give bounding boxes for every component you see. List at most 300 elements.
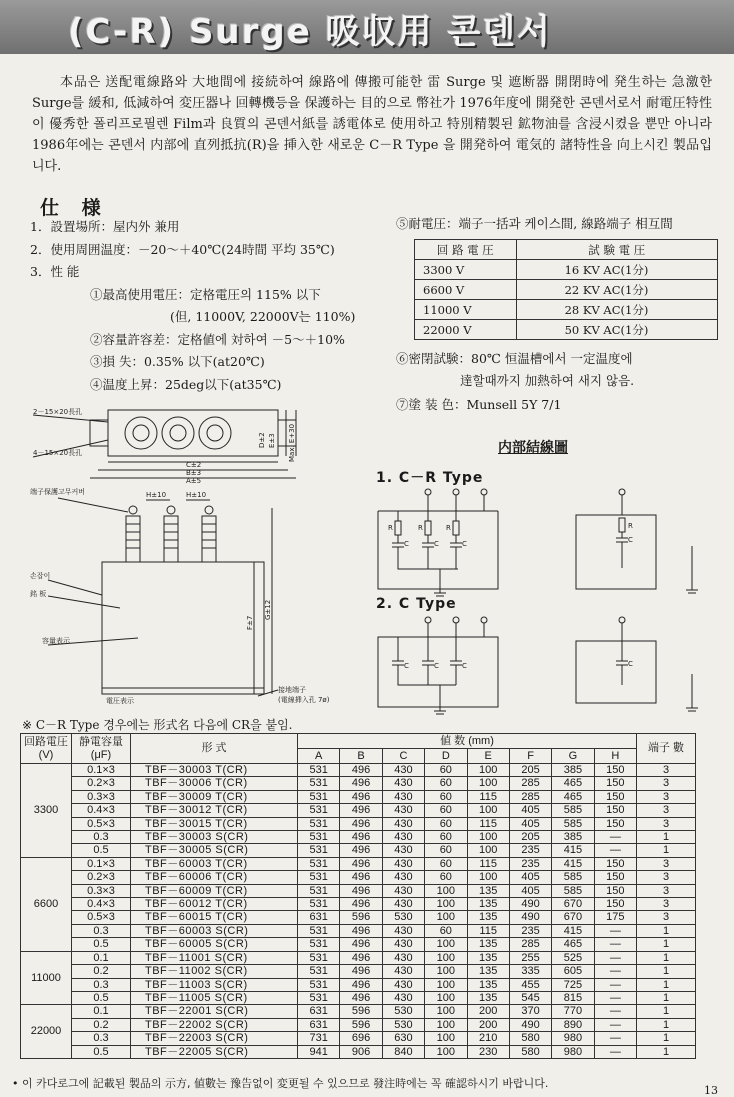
dim-cell: 580 bbox=[509, 1045, 551, 1058]
table-row bbox=[21, 777, 696, 790]
dim-cell: 385 bbox=[552, 831, 594, 844]
type-cell: TBF－60009 T(CR) bbox=[131, 884, 298, 897]
table-row bbox=[21, 951, 696, 964]
capacity-cell: 0.4×3 bbox=[72, 898, 131, 911]
c-type-label: 2. C Type bbox=[376, 596, 457, 612]
th-col: E bbox=[467, 749, 509, 764]
table-row bbox=[21, 884, 696, 897]
dim-cell: 580 bbox=[509, 1032, 551, 1045]
dim-cell: 596 bbox=[340, 1018, 382, 1031]
dim-cell: — bbox=[594, 924, 636, 937]
dim-cell: 100 bbox=[425, 1018, 467, 1031]
terminal-cell: 1 bbox=[637, 951, 696, 964]
dim-cell: 906 bbox=[340, 1045, 382, 1058]
vt-row bbox=[415, 280, 718, 300]
dim-cell: 496 bbox=[340, 978, 382, 991]
perf-item: ④温度上昇：25deg以下(at35℃) bbox=[90, 376, 282, 392]
vt-row bbox=[415, 300, 718, 320]
table-row bbox=[21, 804, 696, 817]
dim-c: C±2 bbox=[186, 461, 202, 469]
dim-cell: 60 bbox=[425, 871, 467, 884]
voltage-cell: 11000 bbox=[21, 951, 72, 1005]
dim-cell: 631 bbox=[298, 911, 340, 924]
dim-max: Max. E+30 bbox=[288, 423, 296, 462]
dim-cell: — bbox=[594, 1018, 636, 1031]
terminal-cell: 3 bbox=[637, 817, 696, 830]
type-cell: TBF－22002 S(CR) bbox=[131, 1018, 298, 1031]
cr-type-diagram bbox=[370, 486, 720, 600]
table-row bbox=[21, 938, 696, 951]
dim-cell: 531 bbox=[298, 817, 340, 830]
dim-cell: 430 bbox=[382, 804, 424, 817]
vt-cell: 28 KV AC(1分) bbox=[516, 300, 717, 320]
dim-cell: 135 bbox=[467, 965, 509, 978]
dim-cell: 531 bbox=[298, 857, 340, 870]
dim-cell: 496 bbox=[340, 804, 382, 817]
dim-cell: 731 bbox=[298, 1032, 340, 1045]
dim-cell: 490 bbox=[509, 911, 551, 924]
dim-cell: 100 bbox=[467, 777, 509, 790]
terminal-cell: 1 bbox=[637, 938, 696, 951]
vt-cell: 50 KV AC(1分) bbox=[516, 320, 717, 340]
dim-cell: 100 bbox=[425, 938, 467, 951]
table-row bbox=[21, 1005, 696, 1018]
table-row bbox=[21, 924, 696, 937]
capacity-cell: 0.2 bbox=[72, 1018, 131, 1031]
dim-cell: 496 bbox=[340, 844, 382, 857]
type-cell: TBF－22005 S(CR) bbox=[131, 1045, 298, 1058]
dim-cell: 531 bbox=[298, 938, 340, 951]
dim-f: F±7 bbox=[246, 615, 254, 630]
label-cover: 端子保護고무커버 bbox=[30, 488, 86, 496]
dim-cell: 60 bbox=[425, 804, 467, 817]
dim-cell: 150 bbox=[594, 898, 636, 911]
table-row bbox=[21, 898, 696, 911]
type-cell: TBF－30005 S(CR) bbox=[131, 844, 298, 857]
dim-cell: — bbox=[594, 1005, 636, 1018]
dim-cell: 100 bbox=[425, 951, 467, 964]
svg-text:C: C bbox=[434, 540, 439, 548]
vt-row bbox=[415, 320, 718, 340]
dim-cell: 430 bbox=[382, 764, 424, 777]
svg-text:C: C bbox=[628, 536, 633, 544]
withstand-text: ⑤耐電圧：端子一括과 케이스間, 線路端子 相互間 bbox=[396, 216, 673, 231]
outline-drawing bbox=[28, 400, 348, 710]
dim-cell: 405 bbox=[509, 884, 551, 897]
svg-text:R: R bbox=[388, 524, 393, 532]
label-ground: 接地端子 bbox=[278, 686, 306, 694]
type-cell: TBF－60006 T(CR) bbox=[131, 871, 298, 884]
capacity-cell: 0.5 bbox=[72, 938, 131, 951]
dim-cell: 135 bbox=[467, 951, 509, 964]
vt-cell: 22 KV AC(1分) bbox=[516, 280, 717, 300]
dim-cell: 430 bbox=[382, 924, 424, 937]
voltage-cell: 22000 bbox=[21, 1005, 72, 1059]
dim-cell: 531 bbox=[298, 831, 340, 844]
dim-cell: 531 bbox=[298, 764, 340, 777]
dim-cell: 235 bbox=[509, 924, 551, 937]
dim-cell: 115 bbox=[467, 857, 509, 870]
dim-cell: 115 bbox=[467, 790, 509, 803]
dim-cell: 585 bbox=[552, 817, 594, 830]
dim-cell: 415 bbox=[552, 924, 594, 937]
voltage-table bbox=[414, 239, 718, 340]
dim-cell: 430 bbox=[382, 884, 424, 897]
spec-item: 3．性 能 bbox=[30, 264, 80, 279]
dim-h1: H±10 bbox=[146, 491, 167, 499]
cr-note: ※ C－R Type 경우에는 形式名 다음에 CR을 붙임. bbox=[22, 718, 293, 732]
capacity-cell: 0.5 bbox=[72, 991, 131, 1004]
dim-cell: 531 bbox=[298, 978, 340, 991]
table-row bbox=[21, 1032, 696, 1045]
dim-cell: 725 bbox=[552, 978, 594, 991]
table-row bbox=[21, 1018, 696, 1031]
vt-row bbox=[415, 260, 718, 280]
terminal-cell: 1 bbox=[637, 924, 696, 937]
th-col: D bbox=[425, 749, 467, 764]
dim-cell: 100 bbox=[425, 1005, 467, 1018]
type-cell: TBF－30003 T(CR) bbox=[131, 764, 298, 777]
perf-item: ③損 失：0.35% 以下(at20℃) bbox=[90, 354, 265, 369]
hole-label-1: 2－15×20長孔 bbox=[33, 408, 83, 416]
dim-cell: 496 bbox=[340, 871, 382, 884]
dim-cell: 370 bbox=[509, 1005, 551, 1018]
dim-cell: 415 bbox=[552, 857, 594, 870]
terminal-cell: 3 bbox=[637, 790, 696, 803]
dim-cell: 941 bbox=[298, 1045, 340, 1058]
dim-cell: — bbox=[594, 991, 636, 1004]
dim-cell: 430 bbox=[382, 844, 424, 857]
dim-cell: 385 bbox=[552, 764, 594, 777]
type-cell: TBF－11002 S(CR) bbox=[131, 965, 298, 978]
type-cell: TBF－60012 T(CR) bbox=[131, 898, 298, 911]
dim-cell: 200 bbox=[467, 1005, 509, 1018]
dim-cell: 255 bbox=[509, 951, 551, 964]
dim-cell: — bbox=[594, 831, 636, 844]
type-cell: TBF－22003 S(CR) bbox=[131, 1032, 298, 1045]
dim-cell: 496 bbox=[340, 857, 382, 870]
dim-cell: 210 bbox=[467, 1032, 509, 1045]
capacity-cell: 0.2 bbox=[72, 965, 131, 978]
table-row bbox=[21, 790, 696, 803]
type-cell: TBF－30015 T(CR) bbox=[131, 817, 298, 830]
dim-cell: 150 bbox=[594, 777, 636, 790]
dim-cell: 596 bbox=[340, 1005, 382, 1018]
dim-cell: 100 bbox=[467, 764, 509, 777]
spec-item: 1．設置場所：屋内外 兼用 bbox=[30, 219, 180, 234]
dim-cell: 100 bbox=[467, 871, 509, 884]
perf-item: (但, 11000V, 22000V는 110%) bbox=[170, 309, 356, 324]
terminal-cell: 1 bbox=[637, 831, 696, 844]
table-row bbox=[21, 831, 696, 844]
terminal-cell: 3 bbox=[637, 898, 696, 911]
capacity-cell: 0.3 bbox=[72, 924, 131, 937]
wiring-heading: 内部結線圖 bbox=[498, 440, 568, 456]
dim-cell: 430 bbox=[382, 965, 424, 978]
dim-cell: 840 bbox=[382, 1045, 424, 1058]
table-row bbox=[21, 1045, 696, 1058]
dim-cell: 135 bbox=[467, 911, 509, 924]
terminal-cell: 1 bbox=[637, 965, 696, 978]
th-col: G bbox=[552, 749, 594, 764]
dim-cell: 531 bbox=[298, 777, 340, 790]
dim-cell: 465 bbox=[552, 790, 594, 803]
type-cell: TBF－30006 T(CR) bbox=[131, 777, 298, 790]
terminal-cell: 1 bbox=[637, 844, 696, 857]
dim-cell: 430 bbox=[382, 991, 424, 1004]
terminal-cell: 1 bbox=[637, 1018, 696, 1031]
dim-cell: 496 bbox=[340, 790, 382, 803]
dim-cell: 430 bbox=[382, 898, 424, 911]
dim-cell: 545 bbox=[509, 991, 551, 1004]
dim-cell: 596 bbox=[340, 911, 382, 924]
dim-cell: 60 bbox=[425, 790, 467, 803]
intro-text: 本品은 送配電線路와 大地間에 接続하여 線路에 傳搬可能한 雷 Surge 및 遮断器 開閉時에 発生하는 急激한 Surge를 緩和, 低減하여 変圧器나 回轉機등을 保護하는 目的으로 幣社가 1976年度에 開発한 콘덴서로서 耐電圧特性이 優秀한 폴리프로필렌 Film과 良質의 콘덴서紙를 誘電体로 使用하고 特別精製된 鉱物油를 含浸시켰을 뿐만 아니라 1986年에는 콘덴서 内部에 直列抵抗(R)을 挿入한 새로운 C－R Type 을 開発하여 電気的 諸特性을 向上시킨 製品입니다. bbox=[32, 75, 712, 174]
type-cell: TBF－60003 T(CR) bbox=[131, 857, 298, 870]
dim-cell: 60 bbox=[425, 777, 467, 790]
voltage-cell: 3300 bbox=[21, 764, 72, 858]
dim-cell: 531 bbox=[298, 844, 340, 857]
svg-text:R: R bbox=[446, 524, 451, 532]
terminal-cell: 1 bbox=[637, 991, 696, 1004]
dim-cell: 430 bbox=[382, 978, 424, 991]
dim-cell: 531 bbox=[298, 924, 340, 937]
capacity-cell: 0.2×3 bbox=[72, 777, 131, 790]
svg-text:R: R bbox=[628, 522, 633, 530]
dim-cell: 430 bbox=[382, 951, 424, 964]
svg-text:C: C bbox=[462, 540, 467, 548]
dim-cell: 115 bbox=[467, 924, 509, 937]
dim-cell: 405 bbox=[509, 804, 551, 817]
dim-cell: 465 bbox=[552, 777, 594, 790]
dim-cell: 496 bbox=[340, 898, 382, 911]
capacity-cell: 0.1×3 bbox=[72, 764, 131, 777]
vt-cell: 11000 V bbox=[415, 300, 517, 320]
type-cell: TBF－30009 T(CR) bbox=[131, 790, 298, 803]
svg-text:C: C bbox=[404, 540, 409, 548]
dim-cell: 530 bbox=[382, 911, 424, 924]
dim-cell: — bbox=[594, 1045, 636, 1058]
vt-header: 回 路 電 圧 bbox=[415, 240, 517, 260]
hole-label-2: 4－15×20長孔 bbox=[33, 449, 83, 457]
dim-cell: 60 bbox=[425, 844, 467, 857]
seal-text-2: 達할때까지 加熱하여 새지 않음. bbox=[460, 373, 635, 388]
dim-cell: 335 bbox=[509, 965, 551, 978]
type-cell: TBF－60003 S(CR) bbox=[131, 924, 298, 937]
dim-cell: 490 bbox=[509, 1018, 551, 1031]
terminal-cell: 3 bbox=[637, 777, 696, 790]
dim-cell: 205 bbox=[509, 764, 551, 777]
dim-cell: 100 bbox=[425, 898, 467, 911]
dim-cell: 670 bbox=[552, 898, 594, 911]
label-voltage: 電圧表示 bbox=[106, 697, 134, 705]
dim-cell: 100 bbox=[425, 978, 467, 991]
type-cell: TBF－30003 S(CR) bbox=[131, 831, 298, 844]
dim-cell: 205 bbox=[509, 831, 551, 844]
dim-cell: 490 bbox=[509, 898, 551, 911]
th-mm: (mm) bbox=[468, 734, 494, 747]
vt-header: 試 験 電 圧 bbox=[516, 240, 717, 260]
dim-cell: 530 bbox=[382, 1005, 424, 1018]
terminal-cell: 1 bbox=[637, 1005, 696, 1018]
dim-cell: 496 bbox=[340, 951, 382, 964]
dim-cell: 135 bbox=[467, 898, 509, 911]
dim-cell: — bbox=[594, 951, 636, 964]
dim-cell: 135 bbox=[467, 991, 509, 1004]
dim-cell: 496 bbox=[340, 965, 382, 978]
capacity-cell: 0.3×3 bbox=[72, 790, 131, 803]
dim-cell: 531 bbox=[298, 951, 340, 964]
dim-cell: 631 bbox=[298, 1005, 340, 1018]
dim-cell: 631 bbox=[298, 1018, 340, 1031]
dim-cell: 496 bbox=[340, 991, 382, 1004]
dim-cell: — bbox=[594, 844, 636, 857]
dim-cell: 430 bbox=[382, 790, 424, 803]
th-col: H bbox=[594, 749, 636, 764]
th-cap-text: 静電容量 bbox=[79, 735, 123, 748]
spec-table-body bbox=[21, 764, 696, 1059]
dim-cell: 696 bbox=[340, 1032, 382, 1045]
dim-cell: 531 bbox=[298, 871, 340, 884]
capacity-cell: 0.3 bbox=[72, 978, 131, 991]
th-type: 形 式 bbox=[131, 734, 298, 764]
terminal-cell: 3 bbox=[637, 804, 696, 817]
type-cell: TBF－11003 S(CR) bbox=[131, 978, 298, 991]
dim-cell: 670 bbox=[552, 911, 594, 924]
dim-cell: 496 bbox=[340, 938, 382, 951]
dim-b: B±3 bbox=[186, 469, 202, 477]
dim-cell: 605 bbox=[552, 965, 594, 978]
table-row bbox=[21, 911, 696, 924]
dim-cell: 100 bbox=[467, 844, 509, 857]
dim-cell: 531 bbox=[298, 790, 340, 803]
dim-cell: 531 bbox=[298, 965, 340, 978]
dim-cell: 585 bbox=[552, 884, 594, 897]
dim-cell: 100 bbox=[467, 804, 509, 817]
terminal-cell: 1 bbox=[637, 978, 696, 991]
th-col: F bbox=[509, 749, 551, 764]
svg-text:C: C bbox=[628, 660, 633, 668]
dim-cell: 150 bbox=[594, 884, 636, 897]
dim-cell: 585 bbox=[552, 871, 594, 884]
capacity-cell: 0.5 bbox=[72, 1045, 131, 1058]
table-row bbox=[21, 978, 696, 991]
th-voltage-text: 回路電圧 bbox=[24, 735, 68, 748]
th-col: A bbox=[298, 749, 340, 764]
vt-cell: 6600 V bbox=[415, 280, 517, 300]
label-nameplate: 銘 板 bbox=[30, 590, 47, 598]
dim-h2: H±10 bbox=[186, 491, 207, 499]
dim-cell: 150 bbox=[594, 804, 636, 817]
footer-note: • 이 카다로그에 記載된 製品의 示方, 値數는 豫告없이 変更될 수 있으므로 發注時에는 꼭 確認하시기 바랍니다. bbox=[12, 1077, 549, 1090]
table-row bbox=[21, 764, 696, 777]
dim-cell: 100 bbox=[425, 965, 467, 978]
dim-cell: 525 bbox=[552, 951, 594, 964]
dim-cell: 430 bbox=[382, 871, 424, 884]
table-row bbox=[21, 844, 696, 857]
dim-cell: 100 bbox=[425, 1045, 467, 1058]
dim-cell: 496 bbox=[340, 777, 382, 790]
table-row bbox=[21, 871, 696, 884]
type-cell: TBF－11005 S(CR) bbox=[131, 991, 298, 1004]
spec-item: 2．使用周囲温度：－20～＋40℃(24時間 平均 35℃) bbox=[30, 241, 335, 257]
dim-cell: 430 bbox=[382, 938, 424, 951]
table-row bbox=[21, 857, 696, 870]
capacity-cell: 0.4×3 bbox=[72, 804, 131, 817]
dim-cell: — bbox=[594, 965, 636, 978]
svg-text:C: C bbox=[462, 662, 467, 670]
dim-cell: 150 bbox=[594, 871, 636, 884]
vt-cell: 3300 V bbox=[415, 260, 517, 280]
spec-list bbox=[30, 216, 390, 396]
cr-type-label: 1. C－R Type bbox=[376, 470, 484, 486]
capacity-cell: 0.3×3 bbox=[72, 884, 131, 897]
dim-cell: 100 bbox=[425, 991, 467, 1004]
svg-text:C: C bbox=[404, 662, 409, 670]
terminal-cell: 1 bbox=[637, 1032, 696, 1045]
type-cell: TBF－60015 T(CR) bbox=[131, 911, 298, 924]
dim-a: A±5 bbox=[186, 477, 202, 485]
terminal-cell: 3 bbox=[637, 871, 696, 884]
dim-cell: 496 bbox=[340, 817, 382, 830]
voltage-cell: 6600 bbox=[21, 857, 72, 951]
dim-cell: 455 bbox=[509, 978, 551, 991]
dim-cell: 135 bbox=[467, 978, 509, 991]
dim-cell: 496 bbox=[340, 764, 382, 777]
dim-cell: 430 bbox=[382, 817, 424, 830]
dim-cell: 770 bbox=[552, 1005, 594, 1018]
dim-cell: 531 bbox=[298, 884, 340, 897]
dim-cell: — bbox=[594, 1032, 636, 1045]
dim-cell: 150 bbox=[594, 857, 636, 870]
dim-cell: 100 bbox=[425, 884, 467, 897]
dim-e: E±3 bbox=[268, 433, 276, 448]
spec-heading: 仕 様 bbox=[40, 197, 109, 219]
dim-cell: 150 bbox=[594, 764, 636, 777]
dim-cell: 531 bbox=[298, 898, 340, 911]
capacity-cell: 0.5×3 bbox=[72, 911, 131, 924]
svg-text:C: C bbox=[434, 662, 439, 670]
terminal-cell: 1 bbox=[637, 1045, 696, 1058]
dim-cell: 235 bbox=[509, 857, 551, 870]
th-voltage-unit: (V) bbox=[38, 748, 54, 761]
dim-cell: 980 bbox=[552, 1032, 594, 1045]
dim-cell: 100 bbox=[425, 1032, 467, 1045]
dim-cell: 980 bbox=[552, 1045, 594, 1058]
dim-cell: 496 bbox=[340, 831, 382, 844]
svg-text:R: R bbox=[418, 524, 423, 532]
dim-g: G±12 bbox=[264, 599, 272, 620]
type-cell: TBF－60005 S(CR) bbox=[131, 938, 298, 951]
capacity-cell: 0.3 bbox=[72, 1032, 131, 1045]
dim-cell: 135 bbox=[467, 884, 509, 897]
dim-cell: 815 bbox=[552, 991, 594, 1004]
dim-d: D±2 bbox=[258, 432, 266, 448]
capacity-cell: 0.3 bbox=[72, 831, 131, 844]
vt-cell: 22000 V bbox=[415, 320, 517, 340]
dim-cell: 430 bbox=[382, 831, 424, 844]
capacity-cell: 0.1 bbox=[72, 1005, 131, 1018]
th-col: B bbox=[340, 749, 382, 764]
th-cap-unit: (μF) bbox=[90, 748, 112, 761]
dim-cell: 285 bbox=[509, 790, 551, 803]
dim-cell: 115 bbox=[467, 817, 509, 830]
dim-cell: 285 bbox=[509, 938, 551, 951]
label-handle: 손잡이 bbox=[30, 572, 51, 580]
terminal-cell: 3 bbox=[637, 857, 696, 870]
page-number: 13 bbox=[704, 1084, 718, 1097]
table-row bbox=[21, 965, 696, 978]
